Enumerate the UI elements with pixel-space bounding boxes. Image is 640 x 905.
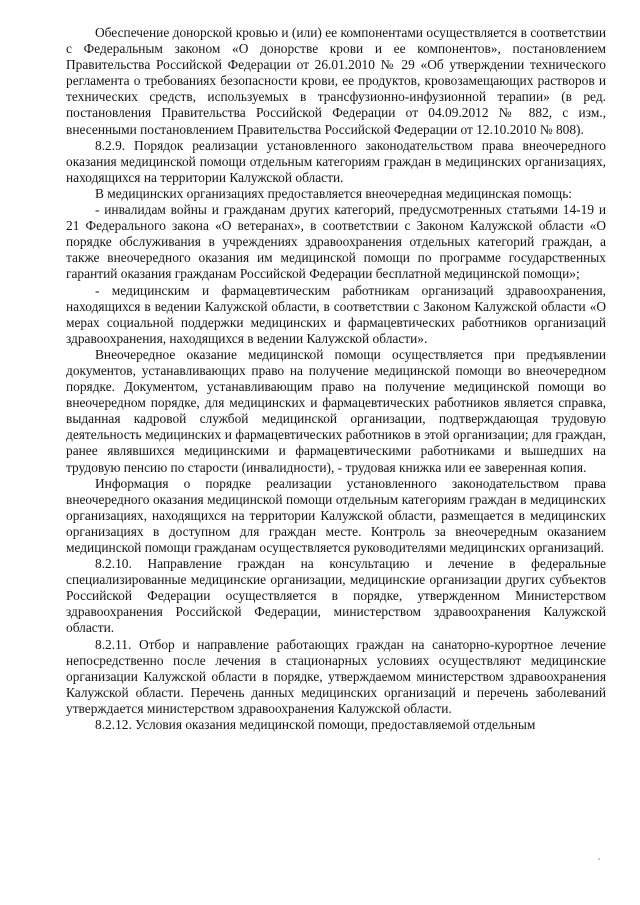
paragraph-8-2-12: 8.2.12. Условия оказания медицинской помощи, предоставляемой отдельным — [95, 717, 536, 733]
paragraph-blood-donation: Обеспечение донорской кровью и (или) ее компонентами осуществляется в соответствии с Федеральным законом «О донорстве крови и ее компонентов», постановлением Правительства Российской Федерации от 26.01.2010 № 29 «Об утверждении технического регламента о требованиях безопасности крови, ее продуктов, кровозамещающих растворов и технических средств, используемых в трансфузионно-инфузионной терапии» (в ред. постановления Правительства Российской Федерации от 04.09.2012 № 882, с изм., внесенными постановлением Правительства Российской Федерации от 12.10.2010 № 808). — [66, 25, 606, 137]
paragraph-priority-care-intro: В медицинских организациях предоставляется внеочередная медицинская помощь: — [95, 185, 573, 201]
paragraph-8-2-11: 8.2.11. Отбор и направление работающих граждан на санаторно-курортное лечение непосредственно после лечения в стационарных условиях осуществляют медицинские организации Калужской области в порядке, утверждаемом министерством здравоохранения Калужской области. Перечень данных медицинских организаций и перечень заболеваний утверждается министерством здравоохранения Калужской области. — [66, 636, 606, 716]
paragraph-8-2-10: 8.2.10. Направление граждан на консультацию и лечение в федеральные специализированные медицинские организации, медицинские организации других субъектов Российской Федерации осуществляется в порядке, утвержденном Министерством здравоохранения Российской Федерации, министерством здравоохранения Калужской области. — [66, 556, 606, 636]
document-body — [66, 25, 606, 733]
paragraph-documents: Внеочередное оказание медицинской помощи осуществляется при предъявлении документов, устанавливающих право на получение медицинской помощи во внеочередном порядке. Документом, устанавливающим право на получение медицинской помощи во внеочередном порядке, для медицинских и фармацевтических работников является справка, выданная кадровой службой медицинской организации, подтверждающая трудовую деятельность медицинских и фармацевтических работников в этой организации; для граждан, ранее являвшихся медицинскими и фармацевтическими работниками и вышедших на трудовую пенсию по старости (инвалидности), - трудовая книжка или ее заверенная копия. — [66, 346, 606, 475]
paragraph-8-2-9: 8.2.9. Порядок реализации установленного законодательством права внеочередного оказания медицинской помощи отдельным категориям граждан в медицинских организациях, находящихся на территории Калужской области. — [66, 137, 606, 185]
scan-speck — [598, 858, 600, 860]
list-item-medical-workers: - медицинским и фармацевтическим работникам организаций здравоохранения, находящихся в ведении Калужской области, в соответствии с Законом Калужской области «О мерах социальной поддержки медицинских и фармацевтических работников организаций здравоохранения, находящихся в ведении Калужской области». — [66, 282, 606, 346]
list-item-war-invalids: - инвалидам войны и гражданам других категорий, предусмотренных статьями 14-19 и 21 Федерального закона «О ветеранах», в соответствии с Законом Калужской области «О порядке обслуживания в учреждениях здравоохранения отдельных категорий граждан, а также внеочередного оказания им медицинской помощи по программе государственных гарантий оказания гражданам Российской Федерации бесплатной медицинской помощи»; — [66, 202, 606, 282]
paragraph-information: Информация о порядке реализации установленного законодательством права внеочередного оказания медицинской помощи отдельным категориям граждан в медицинских организациях, находящихся на территории Калужской области, размещается в медицинских организациях в доступном для граждан месте. Контроль за внеочередным оказанием медицинской помощи гражданам осуществляется руководителями медицинских организаций. — [66, 475, 606, 555]
